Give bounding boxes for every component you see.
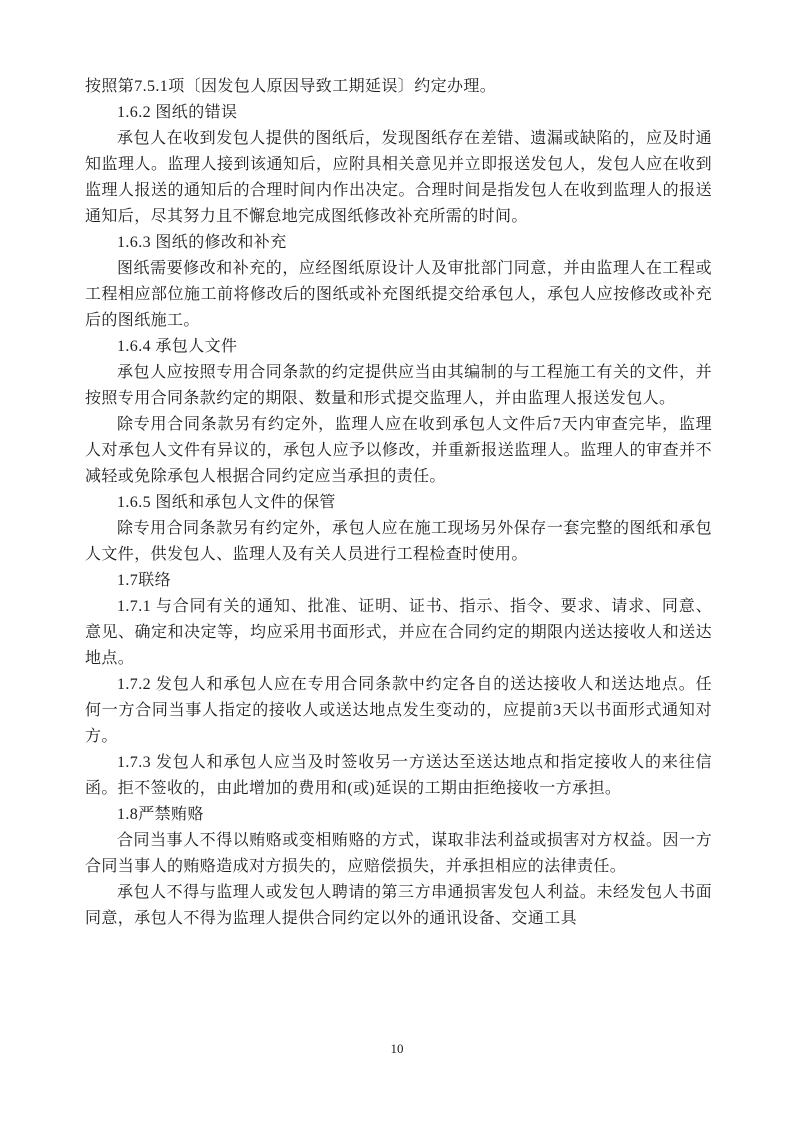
paragraph: 1.6.5 图纸和承包人文件的保管 bbox=[117, 494, 336, 511]
paragraph: 图纸需要修改和补充的，应经图纸原设计人及审批部门同意，并由监理人在工程或工程相应部位施工前将修改后的图纸或补充图纸提交给承包人，承包人应按修改或补充后的图纸施工。 bbox=[85, 260, 712, 329]
paragraph: 除专用合同条款另有约定外，监理人应在收到承包人文件后7天内审查完毕，监理人对承包人文件有异议的，承包人应予以修改，并重新报送监理人。监理人的审查并不减轻或免除承包人根据合同约定应当承担的责任。 bbox=[85, 416, 712, 485]
paragraph: 1.6.2 图纸的错误 bbox=[117, 104, 238, 121]
paragraph: 合同当事人不得以贿赂或变相贿赂的方式，谋取非法利益或损害对方权益。因一方合同当事人的贿赂造成对方损失的，应赔偿损失，并承担相应的法律责任。 bbox=[85, 832, 712, 875]
paragraph: 按照第7.5.1项〔因发包人原因导致工期延误〕约定办理。 bbox=[85, 78, 497, 95]
paragraph: 1.7.3 发包人和承包人应当及时签收另一方送达至送达地点和指定接收人的来往信函。拒不签收的，由此增加的费用和(或)延误的工期由拒绝接收一方承担。 bbox=[85, 754, 712, 797]
page-number: 10 bbox=[390, 1041, 404, 1056]
paragraph: 1.7.1 与合同有关的通知、批准、证明、证书、指示、指令、要求、请求、同意、意见、确定和决定等，均应采用书面形式，并应在合同约定的期限内送达接收人和送达地点。 bbox=[85, 598, 712, 667]
paragraph: 承包人在收到发包人提供的图纸后，发现图纸存在差错、遗漏或缺陷的，应及时通知监理人。监理人接到该通知后，应附具相关意见并立即报送发包人，发包人应在收到监理人报送的通知后的合理时间内作出决定。合理时间是指发包人在收到监理人的报送通知后，尽其努力且不懈怠地完成图纸修改补充所需的时间。 bbox=[85, 130, 712, 225]
paragraph: 1.7联络 bbox=[117, 572, 172, 589]
paragraph: 承包人应按照专用合同条款的约定提供应当由其编制的与工程施工有关的文件，并按照专用合同条款约定的期限、数量和形式提交监理人，并由监理人报送发包人。 bbox=[85, 364, 712, 407]
paragraph: 1.6.4 承包人文件 bbox=[117, 338, 238, 355]
paragraph: 承包人不得与监理人或发包人聘请的第三方串通损害发包人利益。未经发包人书面同意，承包人不得为监理人提供合同约定以外的通讯设备、交通工具 bbox=[85, 884, 712, 927]
paragraph: 1.7.2 发包人和承包人应在专用合同条款中约定各自的送达接收人和送达地点。任何一方合同当事人指定的接收人或送达地点发生变动的，应提前3天以书面形式通知对方。 bbox=[85, 676, 712, 745]
paragraph: 1.6.3 图纸的修改和补充 bbox=[117, 234, 287, 251]
paragraph: 除专用合同条款另有约定外，承包人应在施工现场另外保存一套完整的图纸和承包人文件，供发包人、监理人及有关人员进行工程检查时使用。 bbox=[85, 520, 712, 563]
document-body bbox=[85, 74, 712, 932]
paragraph: 1.8严禁贿赂 bbox=[117, 806, 204, 823]
